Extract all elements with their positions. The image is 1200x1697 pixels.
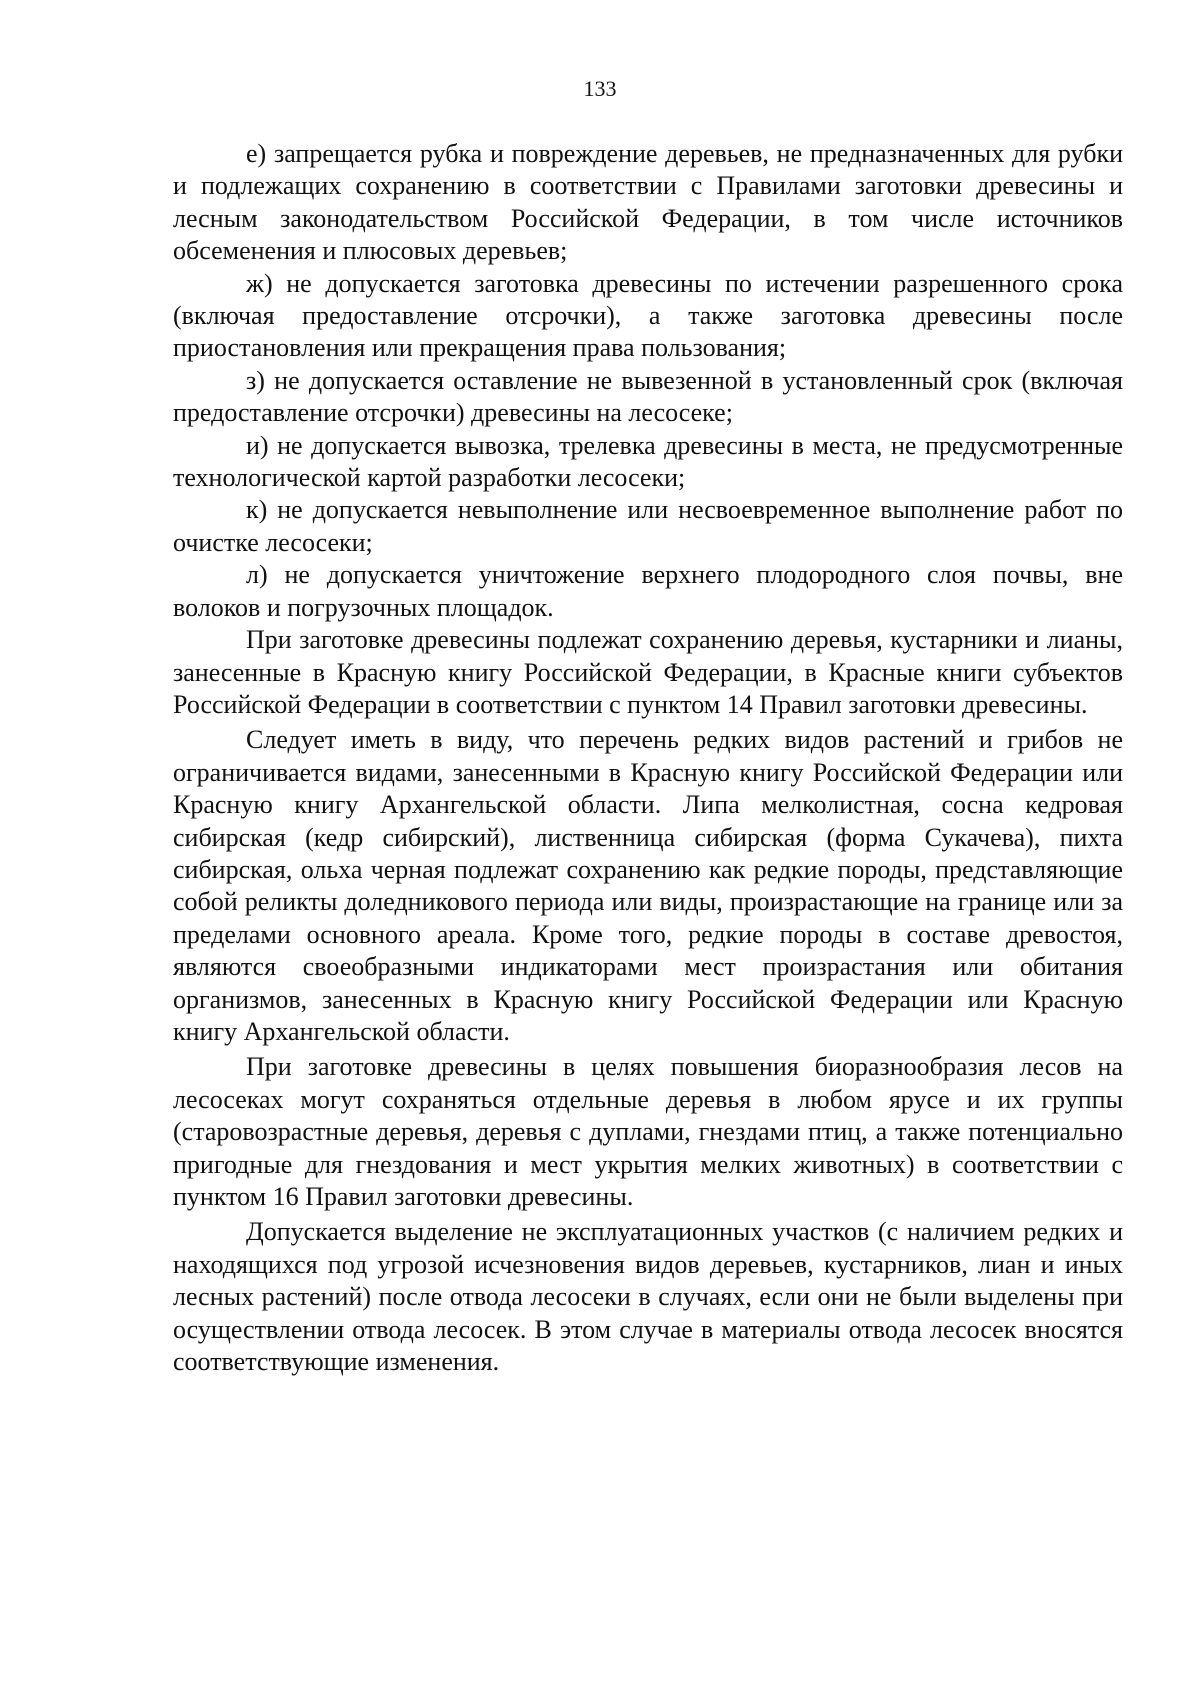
paragraph-non-exploitation-areas: Допускается выделение не эксплуатационных участков (с наличием редких и находящихся под угрозой исчезновения видов деревьев, кустарников, лиан и иных лесных растений) после отвода лесосеки в случаях, если они не были выделены при осуществлении отвода лесосек. В этом случае в материалы отвода лесосек вносятся соответствующие изменения. [173,1217,1123,1377]
paragraph-biodiversity: При заготовке древесины в целях повышения биоразнообразия лесов на лесосеках могут сохраняться отдельные деревья в любом ярусе и их группы (старовозрастные деревья, деревья с дуплами, гнездами птиц, а также потенциально пригодные для гнездования и мест укрытия мелких животных) в соответствии с пунктом 16 Правил заготовки древесины. [173,1052,1123,1211]
paragraph-item-zh: ж) не допускается заготовка древесины по истечении разрешенного срока (включая предоставление отсрочки), а также заготовка древесины после приостановления или прекращения права пользования; [173,268,1123,363]
paragraph-item-i: и) не допускается вывозка, трелевка древесины в места, не предусмотренные технологической картой разработки лесосеки; [173,430,1123,493]
paragraph-red-book-species: При заготовке древесины подлежат сохранению деревья, кустарники и лианы, занесенные в Красную книгу Российской Федерации, в Красные книги субъектов Российской Федерации в соответствии с пунктом 14 Правил заготовки древесины. [173,625,1123,719]
paragraph-item-z: з) не допускается оставление не вывезенной в установленный срок (включая предоставление отсрочки) древесины на лесосеке; [173,365,1123,428]
document-body [173,138,1123,1378]
paragraph-rare-species: Следует иметь в виду, что перечень редких видов растений и грибов не ограничивается видами, занесенными в Красную книгу Российской Федерации или Красную книгу Архангельской области. Липа мелколистная, сосна кедровая сибирская (кедр сибирский), лиственница сибирская (форма Сукачева), пихта сибирская, ольха черная подлежат сохранению как редкие породы, представляющие собой реликты доледникового периода или виды, произрастающие на границе или за пределами основного ареала. Кроме того, редкие породы в составе древостоя, являются своеобразными индикаторами мест произрастания или обитания организмов, занесенных в Красную книгу Российской Федерации или Красную книгу Архангельской области. [173,725,1123,1046]
page-number: 133 [583,76,617,101]
paragraph-item-l: л) не допускается уничтожение верхнего плодородного слоя почвы, вне волоков и погрузочных площадок. [173,560,1123,622]
paragraph-item-e: е) запрещается рубка и повреждение деревьев, не предназначенных для рубки и подлежащих сохранению в соответствии с Правилами заготовки древесины и лесным законодательством Российской Федерации, в том числе источников обсеменения и плюсовых деревьев; [173,139,1123,266]
paragraph-item-k: к) не допускается невыполнение или несвоевременное выполнение работ по очистке лесосеки; [173,495,1123,557]
